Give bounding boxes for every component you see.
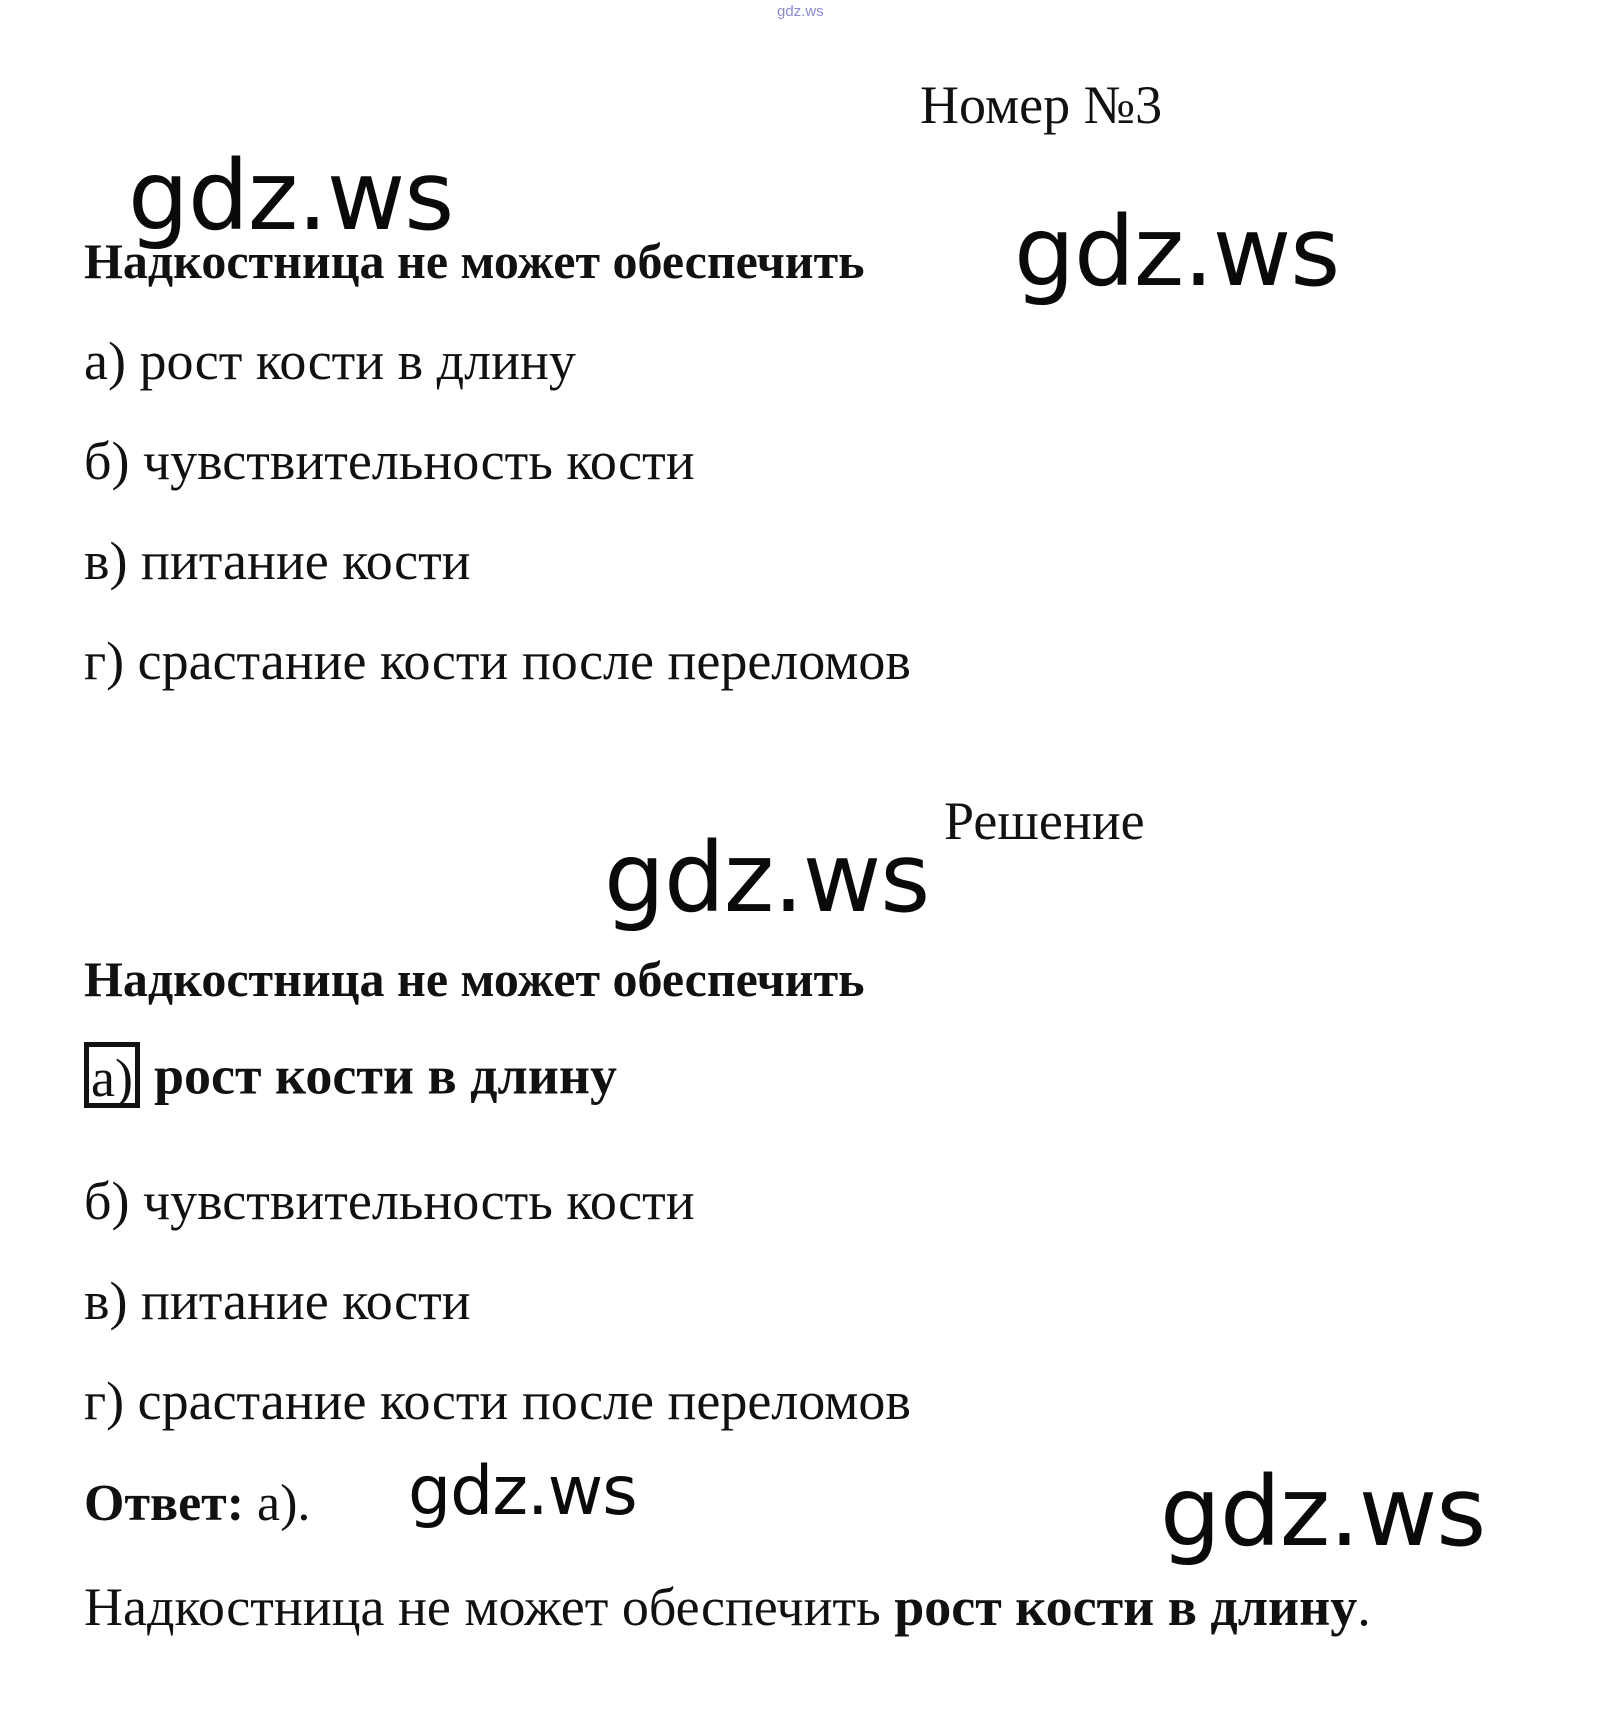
answer-label: Ответ: <box>84 1475 245 1532</box>
solution-option-a <box>84 1045 617 1114</box>
question-text: Надкостница не может обеспечить <box>84 233 865 289</box>
conclusion-suffix: . <box>1357 1577 1371 1637</box>
watermark-5: gdz.ws <box>1160 1456 1486 1568</box>
option-a: а) рост кости в длину <box>84 331 576 391</box>
solution-option-c: в) питание кости <box>84 1271 471 1331</box>
conclusion-line <box>84 1577 1371 1637</box>
solution-option-d: г) срастание кости после переломов <box>84 1371 911 1431</box>
watermark-2: gdz.ws <box>1014 196 1340 308</box>
page-title: Номер №3 <box>920 75 1163 135</box>
answer-line <box>84 1475 311 1532</box>
solution-title: Решение <box>944 791 1145 851</box>
solution-option-b: б) чувствительность кости <box>84 1171 695 1231</box>
site-mark-top: gdz.ws <box>777 3 824 20</box>
option-b: б) чувствительность кости <box>84 431 695 491</box>
solution-option-a-text: рост кости в длину <box>153 1045 617 1106</box>
selected-answer-box: а) <box>84 1042 140 1108</box>
option-d: г) срастание кости после переломов <box>84 631 911 691</box>
watermark-4: gdz.ws <box>408 1452 637 1531</box>
watermark-3: gdz.ws <box>604 822 930 934</box>
option-c: в) питание кости <box>84 531 471 591</box>
conclusion-bold: рост кости в длину <box>894 1577 1358 1637</box>
answer-value: а). <box>244 1475 311 1532</box>
watermark-1: gdz.ws <box>128 140 454 252</box>
conclusion-prefix: Надкостница не может обеспечить <box>84 1577 895 1637</box>
solution-question-text: Надкостница не может обеспечить <box>84 951 865 1007</box>
